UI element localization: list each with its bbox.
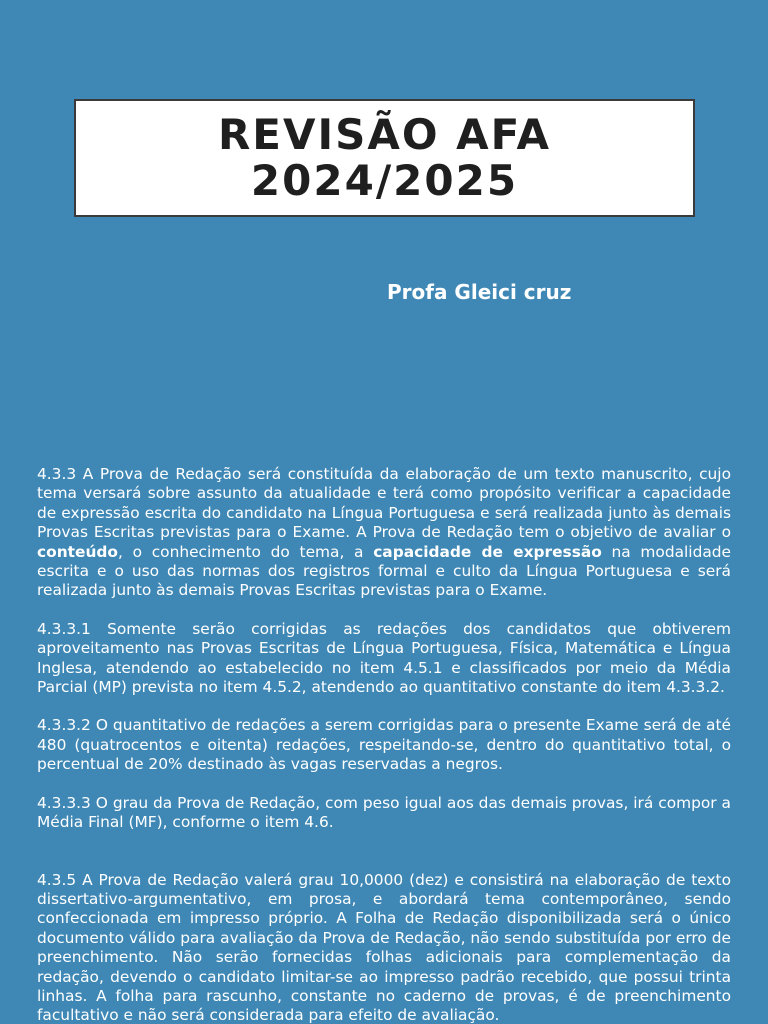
paragraph-4-3-3 bbox=[37, 465, 731, 601]
slide-title-line-1: REVISÃO AFA bbox=[217, 110, 552, 159]
author-name: Profa Gleici cruz bbox=[387, 280, 572, 304]
paragraph-4-3-5: 4.3.5 A Prova de Redação valerá grau 10,0000 (dez) e consistirá na elaboração de texto dissertativo-argumentativo, em prosa, e abordará tema contemporâneo, sendo confeccionada em impresso próprio. A Folha de Redação disponibilizada será o único documento válido para avaliação da Prova de Redação, não sendo substituída por erro de preenchimento. Não serão fornecidas folhas adicionais para complementação da redação, devendo o candidato limitar-se ao impresso padrão recebido, que possui trinta linhas. A folha para rascunho, constante no caderno de provas, é de preenchimento facultativo e não será considerada para efeito de avaliação. bbox=[37, 870, 731, 1024]
paragraph-4-3-3-1: 4.3.3.1 Somente serão corrigidas as redações dos candidatos que obtiverem aproveitamento nas Provas Escritas de Língua Portuguesa, Física, Matemática e Língua Inglesa, atendendo ao estabelecido no item 4.5.1 e classificados por meio da Média Parcial (MP) prevista no item 4.5.2, atendendo ao quantitativo constante do item 4.3.3.2. bbox=[37, 619, 731, 697]
title-box bbox=[74, 99, 695, 217]
paragraph-text: na modalidade escrita e o uso das normas dos registros formal e culto da Língua Portuguesa e será realizada junto às demais Provas Escritas previstas para o Exame. bbox=[37, 542, 731, 600]
bold-term-capacidade-expressao: capacidade de expressão bbox=[373, 542, 602, 561]
slide-title-line-2: 2024/2025 bbox=[250, 156, 519, 205]
paragraph-4-3-3-2: 4.3.3.2 O quantitativo de redações a serem corrigidas para o presente Exame será de até 480 (quatrocentos e oitenta) redações, respeitando-se, dentro do quantitativo total, o percentual de 20% destinado às vagas reservadas a negros. bbox=[37, 716, 731, 774]
paragraph-text: , o conhecimento do tema, a bbox=[118, 542, 374, 561]
paragraph-4-3-3-3: 4.3.3.3 O grau da Prova de Redação, com peso igual aos das demais provas, irá compor a Média Final (MF), conforme o item 4.6. bbox=[37, 793, 731, 832]
document-body bbox=[37, 465, 731, 1024]
bold-term-conteudo: conteúdo bbox=[37, 542, 118, 561]
paragraph-text: 4.3.3 A Prova de Redação será constituída da elaboração de um texto manuscrito, cujo tema versará sobre assunto da atualidade e terá como propósito verificar a capacidade de expressão escrita do candidato na Língua Portuguesa e será realizada junto às demais Provas Escritas previstas para o Exame. A Prova de Redação tem o objetivo de avaliar o bbox=[37, 465, 731, 542]
